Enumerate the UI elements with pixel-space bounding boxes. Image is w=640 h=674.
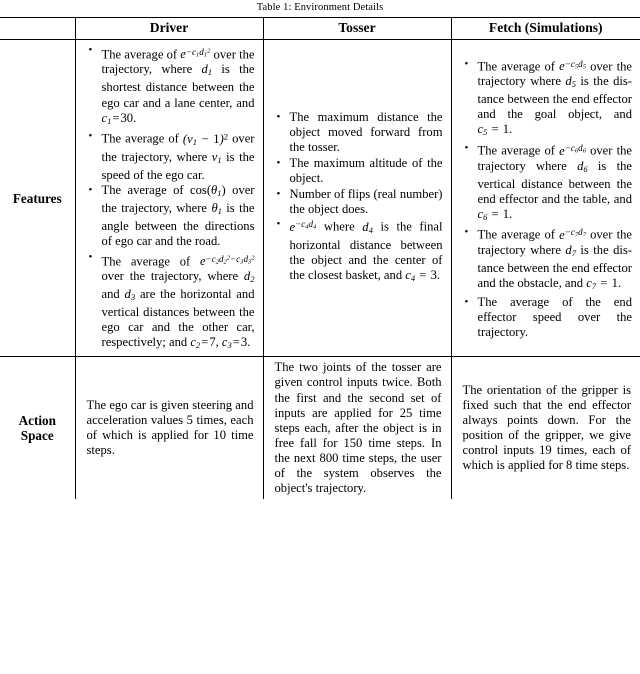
header-cell-rowlabel xyxy=(0,18,75,40)
row-label-action-space-line1: Action xyxy=(18,413,56,429)
formula-exp-c7d7: $e^{-c_7d_7}$ xyxy=(559,227,586,242)
formula-exp-c6d6: $e^{-c_6d_6}$ xyxy=(559,142,586,158)
table-row-features xyxy=(0,40,640,357)
formula-exp-c5d5: $e^{-c_5d_5}$ xyxy=(559,58,586,74)
environment-details-table xyxy=(0,17,640,499)
action-space-tosser-text: The two joints of the tosser are given control inputs twice. Both the first and the second set of inputs are applied for 25 time steps each, after the object is in free fall for 150 time steps. In the next 800 time steps, the user of the system observes the object's trajectory. xyxy=(274,360,442,496)
formula-exp-c2d2-c3d3: $e^{-c_2d_2^2-c_3d_3^2}$ xyxy=(199,253,255,269)
action-space-fetch-text: The orientation of the gripper is fixed such that the end effector always points down. For the position of the gripper, we give control inputs 19 times, each of which is applied for 8 time steps. xyxy=(462,383,631,473)
list-item: • Number of flips (real number) the object does. xyxy=(276,187,443,217)
table-row-action-space xyxy=(0,357,640,499)
formula-exp-c4d4: $e^{-c_4d_4}$ xyxy=(289,219,317,235)
header-cell-fetch: Fetch (Simulations) xyxy=(451,18,640,40)
row-label-features: Features xyxy=(0,40,75,357)
cell-action-space-driver xyxy=(75,357,263,499)
cell-action-space-tosser xyxy=(263,357,451,499)
list-item: • The average of $(v_1 - 1)^2$ over the trajectory, where $v_1$ is the speed of the ego car. xyxy=(88,129,255,183)
features-list-tosser xyxy=(266,110,449,286)
list-item: • The average of $e^{-c_1d_1^2}$ over the trajectory, where $d_1$ is the shortest distance between the ego car and a lane center, and $c_1=30$. xyxy=(88,43,255,129)
list-item: • $e^{-c_4d_4}$ where $d_4$ is the final horizontal distance between the object and the center of the closest basket, and $c_4 = 3$. xyxy=(276,217,443,286)
list-item: • The average of $e^{-c_5d_5}$ over the trajectory where $d_5$ is the distance between the end effector and the goal object, and $c_5 = 1$. xyxy=(464,57,633,141)
list-item: • The average of $\cos(\theta_1)$ over the trajectory, where $\theta_1$ is the angle between the directions of ego car and the road. xyxy=(88,183,255,249)
features-list-driver xyxy=(78,43,261,353)
header-row xyxy=(0,18,640,40)
list-item: • The maximum altitude of the object. xyxy=(276,156,443,186)
list-item: • The average of $e^{-c_6d_6}$ over the trajectory where $d_6$ is the vertical distance between the end effector and the table, and $c_6 = 1$. xyxy=(464,141,633,225)
list-item: • The average of $e^{-c_2d_2^2-c_3d_3^2}$ over the trajectory, where $d_2$ and $d_3$ are the horizontal and vertical distances between the ego car and the other car, respectively; and $c_2=7$, $c_3=3$. xyxy=(88,250,255,354)
row-label-action-space xyxy=(0,357,75,499)
row-label-action-space-line2: Space xyxy=(20,428,54,444)
list-item: • The average of the end effector speed over the trajectory. xyxy=(464,295,633,340)
list-item: • The maximum distance the object moved forward from the tosser. xyxy=(276,110,443,155)
cell-action-space-fetch xyxy=(451,357,640,499)
header-cell-driver: Driver xyxy=(75,18,263,40)
table-caption: Table 1: Environment Details xyxy=(256,2,384,13)
list-item: • The average of $e^{-c_7d_7}$ over the trajectory where $d_7$ is the distance between the end effector and the obstacle, and $c_7 = 1$. xyxy=(464,225,633,294)
table-header xyxy=(0,18,640,40)
cell-features-tosser xyxy=(263,40,451,357)
features-list-fetch xyxy=(454,57,639,340)
action-space-driver-text: The ego car is given steering and acceleration values 5 times, each of which is applied for 10 time steps. xyxy=(86,398,254,458)
formula-exp-c1d1sq: $e^{-c_1d_1^2}$ xyxy=(180,46,211,62)
header-cell-tosser: Tosser xyxy=(263,18,451,40)
table-body xyxy=(0,40,640,500)
cell-features-driver xyxy=(75,40,263,357)
cell-features-fetch xyxy=(451,40,640,357)
